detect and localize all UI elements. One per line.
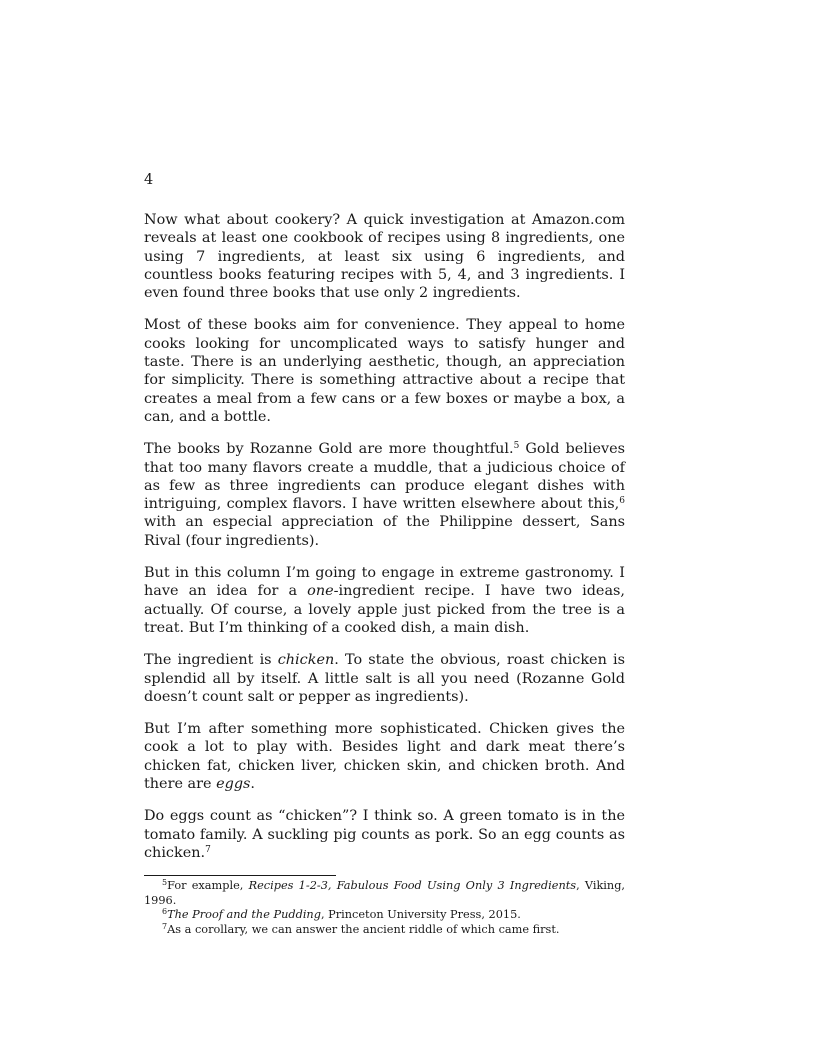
footnote-marker: 5 bbox=[162, 878, 168, 887]
footnote-marker: 7 bbox=[162, 921, 168, 931]
book-title: The Proof and the Pudding bbox=[167, 908, 321, 921]
paragraph: But I’m after something more sophisticated. Chicken gives the cook a lot to play with. Besides light and dark meat there’s chicken fat, chicken liver, chicken skin, and chicken broth. And there are eggs. bbox=[144, 721, 625, 793]
paragraph: Now what about cookery? A quick investigation at Amazon.com reveals at least one cookbook of recipes using 8 ingredients, one using 7 ingredients, at least six using 6 ingredients, and countless books featuring recipes with 5, 4, and 3 ingredients. I even found three books that use only 2 ingredients. bbox=[144, 212, 625, 302]
book-title: Recipes 1-2-3, Fabulous Food Using Only 3 Ingredients bbox=[248, 879, 577, 892]
paragraph: The ingredient is chicken. To state the obvious, roast chicken is splendid all by itself. A little salt is all you need (Rozanne Gold doesn’t count salt or pepper as ingredients). bbox=[144, 652, 625, 705]
emphasis: eggs bbox=[216, 776, 251, 793]
paragraph: Do eggs count as “chicken”? I think so. A green tomato is in the tomato family. A suckling pig counts as pork. So an egg counts as chicken.$^7$ bbox=[144, 808, 625, 861]
footnote: $^6$The Proof and the Pudding, Princeton University Press, 2015. bbox=[162, 907, 521, 921]
body-text bbox=[144, 211, 625, 876]
footnote-reference[interactable]: 7 bbox=[205, 844, 211, 855]
footnote-divider bbox=[144, 875, 336, 876]
footnote: $^5$For example, Recipes 1-2-3, Fabulous Food Using Only 3 Ingredients, Viking, 1996. bbox=[144, 878, 626, 907]
footnote-marker: 6 bbox=[162, 907, 168, 916]
paragraph: The books by Rozanne Gold are more thoughtful.$^5$ Gold believes that too many flavors create a muddle, that a judicious choice of as few as three ingredients can produce elegant dishes with intriguing, complex flavors. I have written elsewhere about this,$^6$ with an especial appreciation of the Philippine dessert, Sans Rival (four ingredients). bbox=[144, 441, 625, 549]
footnote: $^7$As a corollary, we can answer the ancient riddle of which came first. bbox=[162, 921, 560, 936]
footnotes bbox=[144, 879, 625, 937]
footnote-reference[interactable]: 6 bbox=[619, 496, 625, 507]
footnote-reference[interactable]: 5 bbox=[513, 441, 520, 452]
page-number: 4 bbox=[144, 172, 154, 188]
paragraph: Most of these books aim for convenience. They appeal to home cooks looking for uncomplicated ways to satisfy hunger and taste. There is an underlying aesthetic, though, an appreciation for simplicity. There is something attractive about a recipe that creates a meal from a few cans or a few boxes or maybe a box, a can, and a bottle. bbox=[144, 317, 625, 425]
paragraph: But in this column I’m going to engage in extreme gastronomy. I have an idea for a one-ingredient recipe. I have two ideas, actually. Of course, a lovely apple just picked from the tree is a treat. But I’m thinking of a cooked dish, a main dish. bbox=[144, 565, 625, 636]
emphasis: one bbox=[307, 583, 334, 600]
emphasis: chicken bbox=[277, 652, 335, 669]
